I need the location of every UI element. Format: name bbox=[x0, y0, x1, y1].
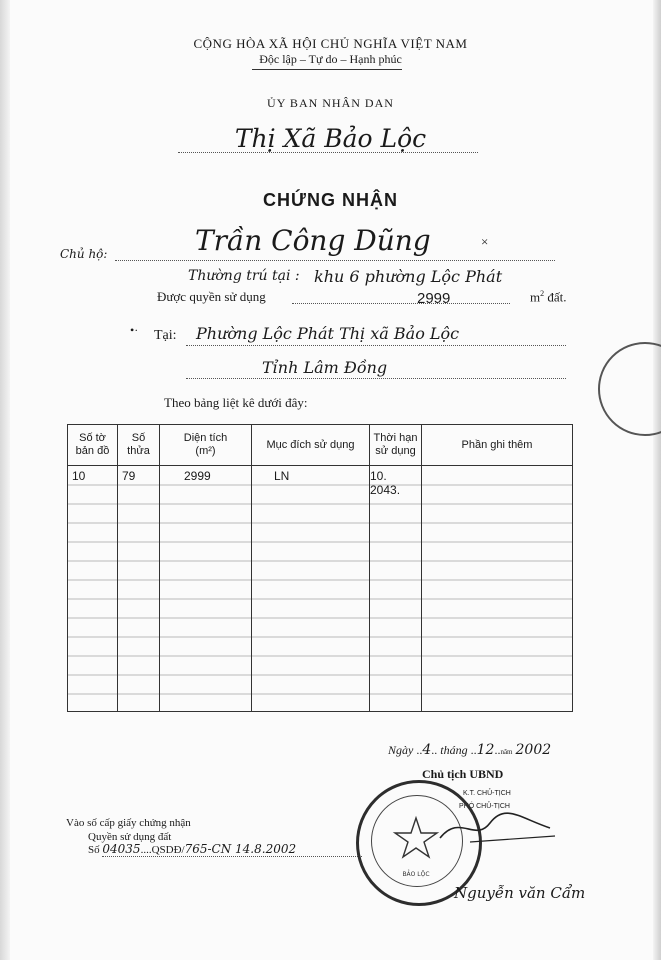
cell-parcel: 79 bbox=[118, 466, 160, 712]
header-notes: Phần ghi thêm bbox=[422, 425, 573, 466]
location-label: Tại: bbox=[154, 328, 177, 343]
country-heading: CỘNG HÒA XÃ HỘI CHỦ NGHĨA VIỆT NAM bbox=[193, 36, 468, 51]
residence-label: Thường trú tại : bbox=[188, 268, 300, 284]
cell-map-sheet: 10 bbox=[68, 466, 118, 712]
header-area: Diện tích (m²) bbox=[160, 425, 252, 466]
parcel-table bbox=[67, 424, 573, 712]
rights-unit: $m^2$ đất. bbox=[530, 289, 567, 305]
signer-title: Chủ tịch UBND bbox=[422, 767, 504, 781]
bullet-mark: •· bbox=[130, 323, 139, 337]
registry-number-line: Số 04035....QSDĐ/765-CN 14.8.2002 bbox=[88, 842, 297, 856]
registry-dotted-line bbox=[102, 856, 362, 857]
signer-line2: PHÓ CHỦ-TỊCH bbox=[459, 803, 510, 810]
town-name: Thị Xã Bảo Lộc bbox=[234, 124, 427, 153]
table-header-row bbox=[68, 425, 573, 466]
cell-term: 10. 2043. bbox=[370, 466, 422, 712]
signer-line1: K.T. CHỦ-TỊCH bbox=[463, 790, 511, 797]
holder-label: Chủ hộ: bbox=[60, 247, 108, 261]
location-line2: Tỉnh Lâm Đồng bbox=[262, 358, 388, 377]
authority-heading: ỦY BAN NHÂN DAN bbox=[267, 96, 394, 110]
location-dotted-line1 bbox=[186, 345, 566, 346]
cell-purpose: LN bbox=[252, 466, 370, 712]
svg-text:BẢO LỘC: BẢO LỘC bbox=[402, 871, 430, 878]
registry-line1: Vào số cấp giấy chứng nhận bbox=[66, 817, 191, 829]
holder-dotted-line bbox=[115, 260, 555, 261]
header-parcel: Số thửa bbox=[118, 425, 160, 466]
header-term: Thời hạn sử dụng bbox=[370, 425, 422, 466]
location-line1: Phường Lộc Phát Thị xã Bảo Lộc bbox=[196, 324, 460, 343]
rights-label: Được quyền sử dụng bbox=[157, 289, 266, 304]
rights-dotted-line bbox=[292, 303, 510, 304]
cross-mark: × bbox=[481, 234, 489, 249]
header-map-sheet: Số tờ bản đồ bbox=[68, 425, 118, 466]
signer-name: Nguyễn văn Cẩm bbox=[454, 884, 586, 902]
residence-value: khu 6 phường Lộc Phát bbox=[314, 267, 503, 286]
signature-icon bbox=[430, 808, 560, 848]
rights-area: 2999 bbox=[417, 290, 451, 307]
table-row bbox=[68, 466, 573, 712]
header-purpose: Mục đích sử dụng bbox=[252, 425, 370, 466]
cell-area: 2999 bbox=[160, 466, 252, 712]
edge-stamp bbox=[598, 342, 661, 436]
location-dotted-line2 bbox=[186, 378, 566, 379]
list-intro: Theo bảng liệt kê dưới đây: bbox=[164, 395, 308, 410]
town-dotted-line bbox=[178, 152, 478, 153]
holder-name: Trần Công Dũng bbox=[195, 224, 431, 257]
cell-notes bbox=[422, 466, 573, 712]
date-line: Ngày ..4.. tháng ..12..năm 2002 bbox=[388, 742, 552, 758]
motto-underline bbox=[252, 69, 402, 70]
certificate-title: CHỨNG NHẬN bbox=[263, 190, 398, 210]
motto: Độc lập – Tự do – Hạnh phúc bbox=[259, 52, 402, 66]
registry-line2: Quyền sử dụng đất bbox=[88, 831, 172, 843]
